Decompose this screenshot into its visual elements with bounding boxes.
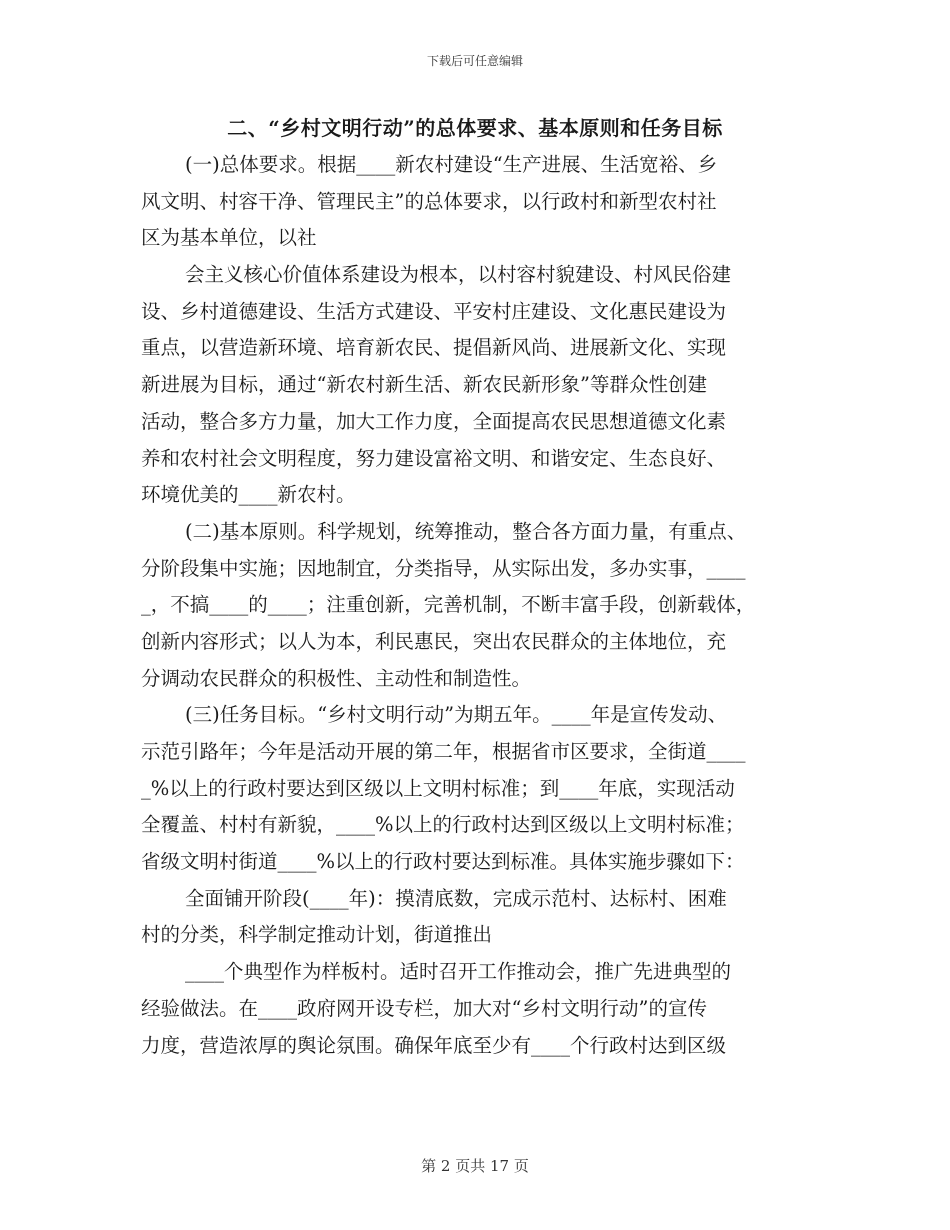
page-header: 下载后可任意编辑 — [426, 54, 523, 68]
text-line: 分阶段集中实施；因地制宜，分类指导，从实际出发，多办实事，____ — [141, 556, 746, 580]
text-line: 新进展为目标，通过“新农村新生活、新农民新形象”等群众性创建 — [141, 373, 707, 397]
text-line: 养和农村社会文明程度，努力建设富裕文明、和谐安定、生态良好、 — [141, 446, 727, 470]
text-line: _%以上的行政村要达到区级以上文明村标准；到____年底，实现活动 — [141, 776, 735, 800]
text-line: (三)任务目标。“乡村文明行动”为期五年。____年是宣传发动、 — [185, 703, 728, 727]
text-line: ____个典型作为样板村。适时召开工作推动会，推广先进典型的 — [185, 960, 732, 984]
text-line: 省级文明村街道____%以上的行政村要达到标准。具体实施步骤如下： — [141, 850, 745, 874]
text-line: 环境优美的____新农村。 — [141, 483, 356, 507]
text-line: 示范引路年；今年是活动开展的第二年，根据省市区要求，全街道____ — [141, 740, 746, 763]
text-line: 力度，营造浓厚的舆论氛围。确保年底至少有____个行政村达到区级 — [141, 1033, 727, 1057]
section-title: 二、“乡村文明行动”的总体要求、基本原则和任务目标 — [227, 116, 723, 140]
text-line: (一)总体要求。根据____新农村建设“生产进展、生活宽裕、乡 — [185, 153, 718, 176]
text-line: 设、乡村道德建设、生活方式建设、平安村庄建设、文化惠民建设为 — [141, 299, 727, 323]
text-line: 分调动农民群众的积极性、主动性和制造性。 — [141, 666, 532, 690]
text-line: 活动，整合多方力量，加大工作力度，全面提高农民思想道德文化素 — [141, 409, 727, 433]
text-line: 会主义核心价值体系建设为根本，以村容村貌建设、村风民俗建 — [185, 263, 732, 287]
page-footer: 第 2 页共 17 页 — [421, 1157, 529, 1175]
text-line: 风文明、村容干净、管理民主”的总体要求，以行政村和新型农村社 — [141, 189, 717, 213]
text-line: _，不搞____的____；注重创新，完善机制，不断丰富手段，创新载体， — [141, 593, 756, 617]
text-line: 全覆盖、村村有新貌，____%以上的行政村达到区级以上文明村标准； — [141, 813, 745, 837]
text-line: 全面铺开阶段(____年)：摸清底数，完成示范村、达标村、困难 — [185, 886, 727, 910]
text-line: 经验做法。在____政府网开设专栏，加大对“乡村文明行动”的宣传 — [141, 996, 707, 1020]
text-line: 区为基本单位，以社 — [141, 226, 317, 250]
text-line: 创新内容形式；以人为本，利民惠民，突出农民群众的主体地位，充 — [141, 629, 727, 653]
document-body — [141, 147, 813, 1064]
text-line: 村的分类，科学制定推动计划，街道推出 — [141, 923, 493, 947]
text-line: (二)基本原则。科学规划，统筹推动，整合各方面力量，有重点、 — [185, 519, 747, 543]
text-line: 重点，以营造新环境、培育新农民、提倡新风尚、进展新文化、实现 — [141, 336, 727, 360]
